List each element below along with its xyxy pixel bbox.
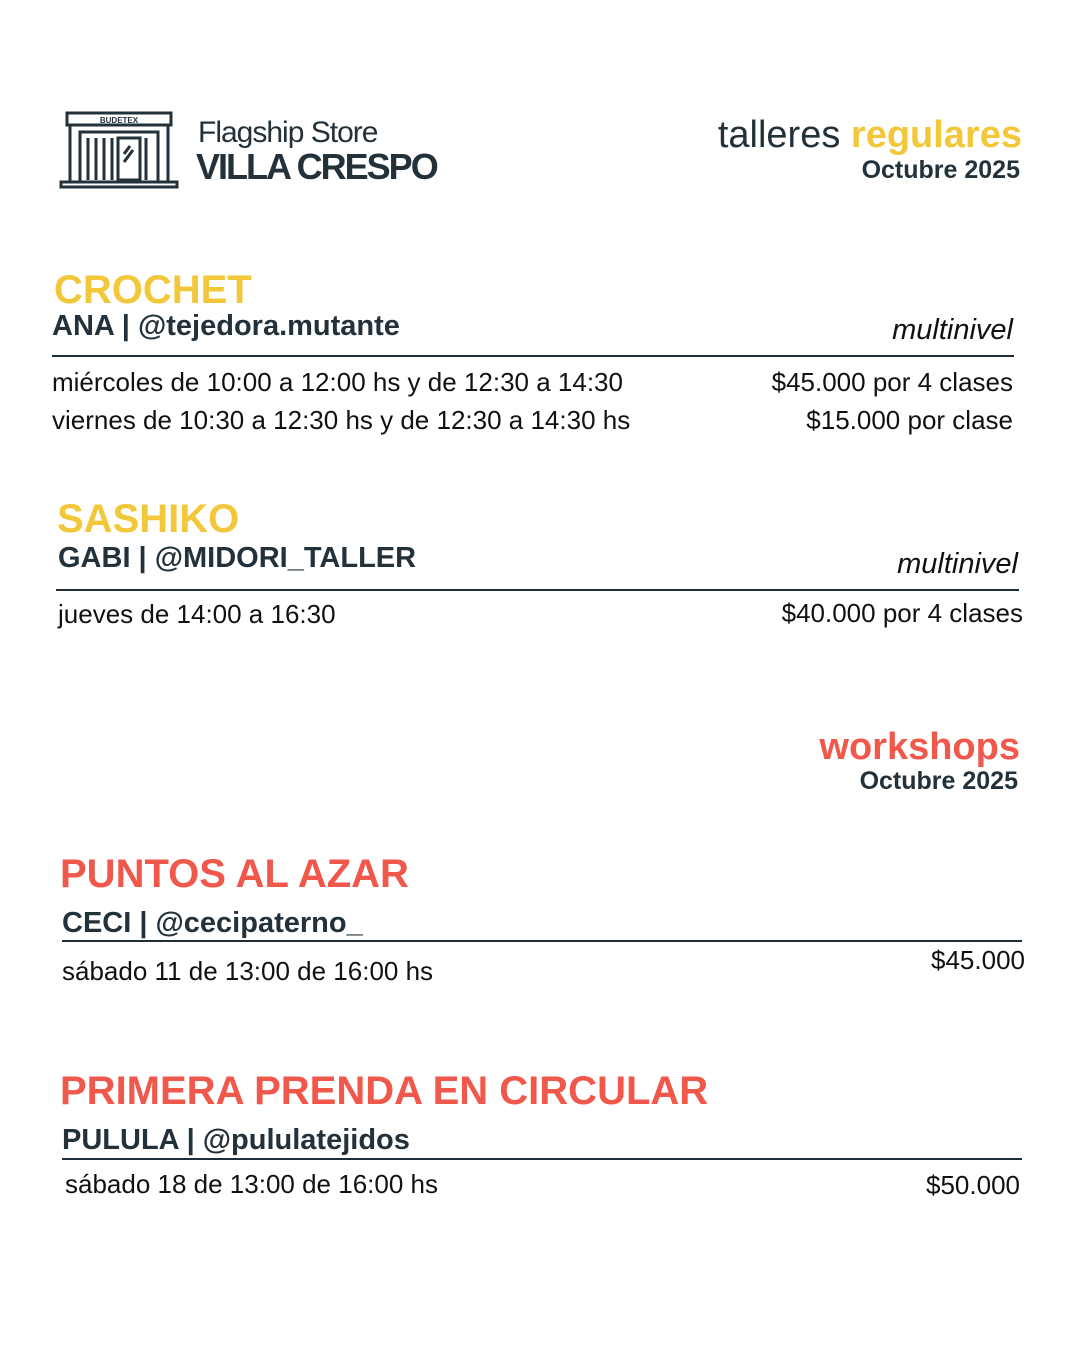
price-line: $45.000 por 4 clases [771, 367, 1013, 397]
workshop-title: SASHIKO [57, 497, 240, 541]
schedule-line: sábado 18 de 13:00 de 16:00 hs [65, 1169, 438, 1199]
price-line: $40.000 por 4 clases [781, 598, 1023, 628]
workshop-title: PRIMERA PRENDA EN CIRCULAR [60, 1069, 709, 1113]
workshop-title: CROCHET [54, 268, 252, 312]
price-line: $15.000 por clase [806, 405, 1013, 435]
schedule-line: viernes de 10:30 a 12:30 hs y de 12:30 a 14:30 hs [52, 405, 631, 435]
workshop-level: multinivel [897, 548, 1018, 580]
talleres-word: talleres [717, 114, 841, 156]
divider-line [56, 589, 1019, 591]
store-name: VILLA CRESPO [196, 146, 437, 187]
building-sign: BUDETEX [99, 116, 139, 125]
workshop-level: multinivel [892, 314, 1013, 346]
divider-line [62, 1158, 1022, 1160]
talleres-heading [718, 114, 1022, 157]
workshop-teacher: PULULA | @pululatejidos [62, 1124, 410, 1156]
workshop-teacher: GABI | @MIDORI_TALLER [58, 542, 417, 574]
schedule-line: sábado 11 de 13:00 de 16:00 hs [62, 956, 434, 986]
storefront-icon [58, 110, 180, 190]
workshops-heading: workshops [819, 726, 1020, 768]
schedule-line: jueves de 14:00 a 16:30 [58, 599, 336, 629]
workshops-month: Octubre 2025 [859, 767, 1018, 795]
store-label: Flagship Store [198, 116, 378, 149]
price-line: $45.000 [931, 945, 1025, 975]
talleres-month: Octubre 2025 [861, 156, 1020, 184]
workshop-teacher: ANA | @tejedora.mutante [52, 310, 400, 342]
divider-line [52, 355, 1014, 357]
workshop-title: PUNTOS AL AZAR [60, 852, 409, 896]
workshop-teacher: CECI | @cecipaterno_ [62, 907, 363, 939]
divider-line [62, 940, 1022, 942]
price-line: $50.000 [926, 1170, 1020, 1200]
regulares-word: regulares [850, 114, 1022, 156]
schedule-line: miércoles de 10:00 a 12:00 hs y de 12:30 a 14:30 [52, 367, 623, 397]
